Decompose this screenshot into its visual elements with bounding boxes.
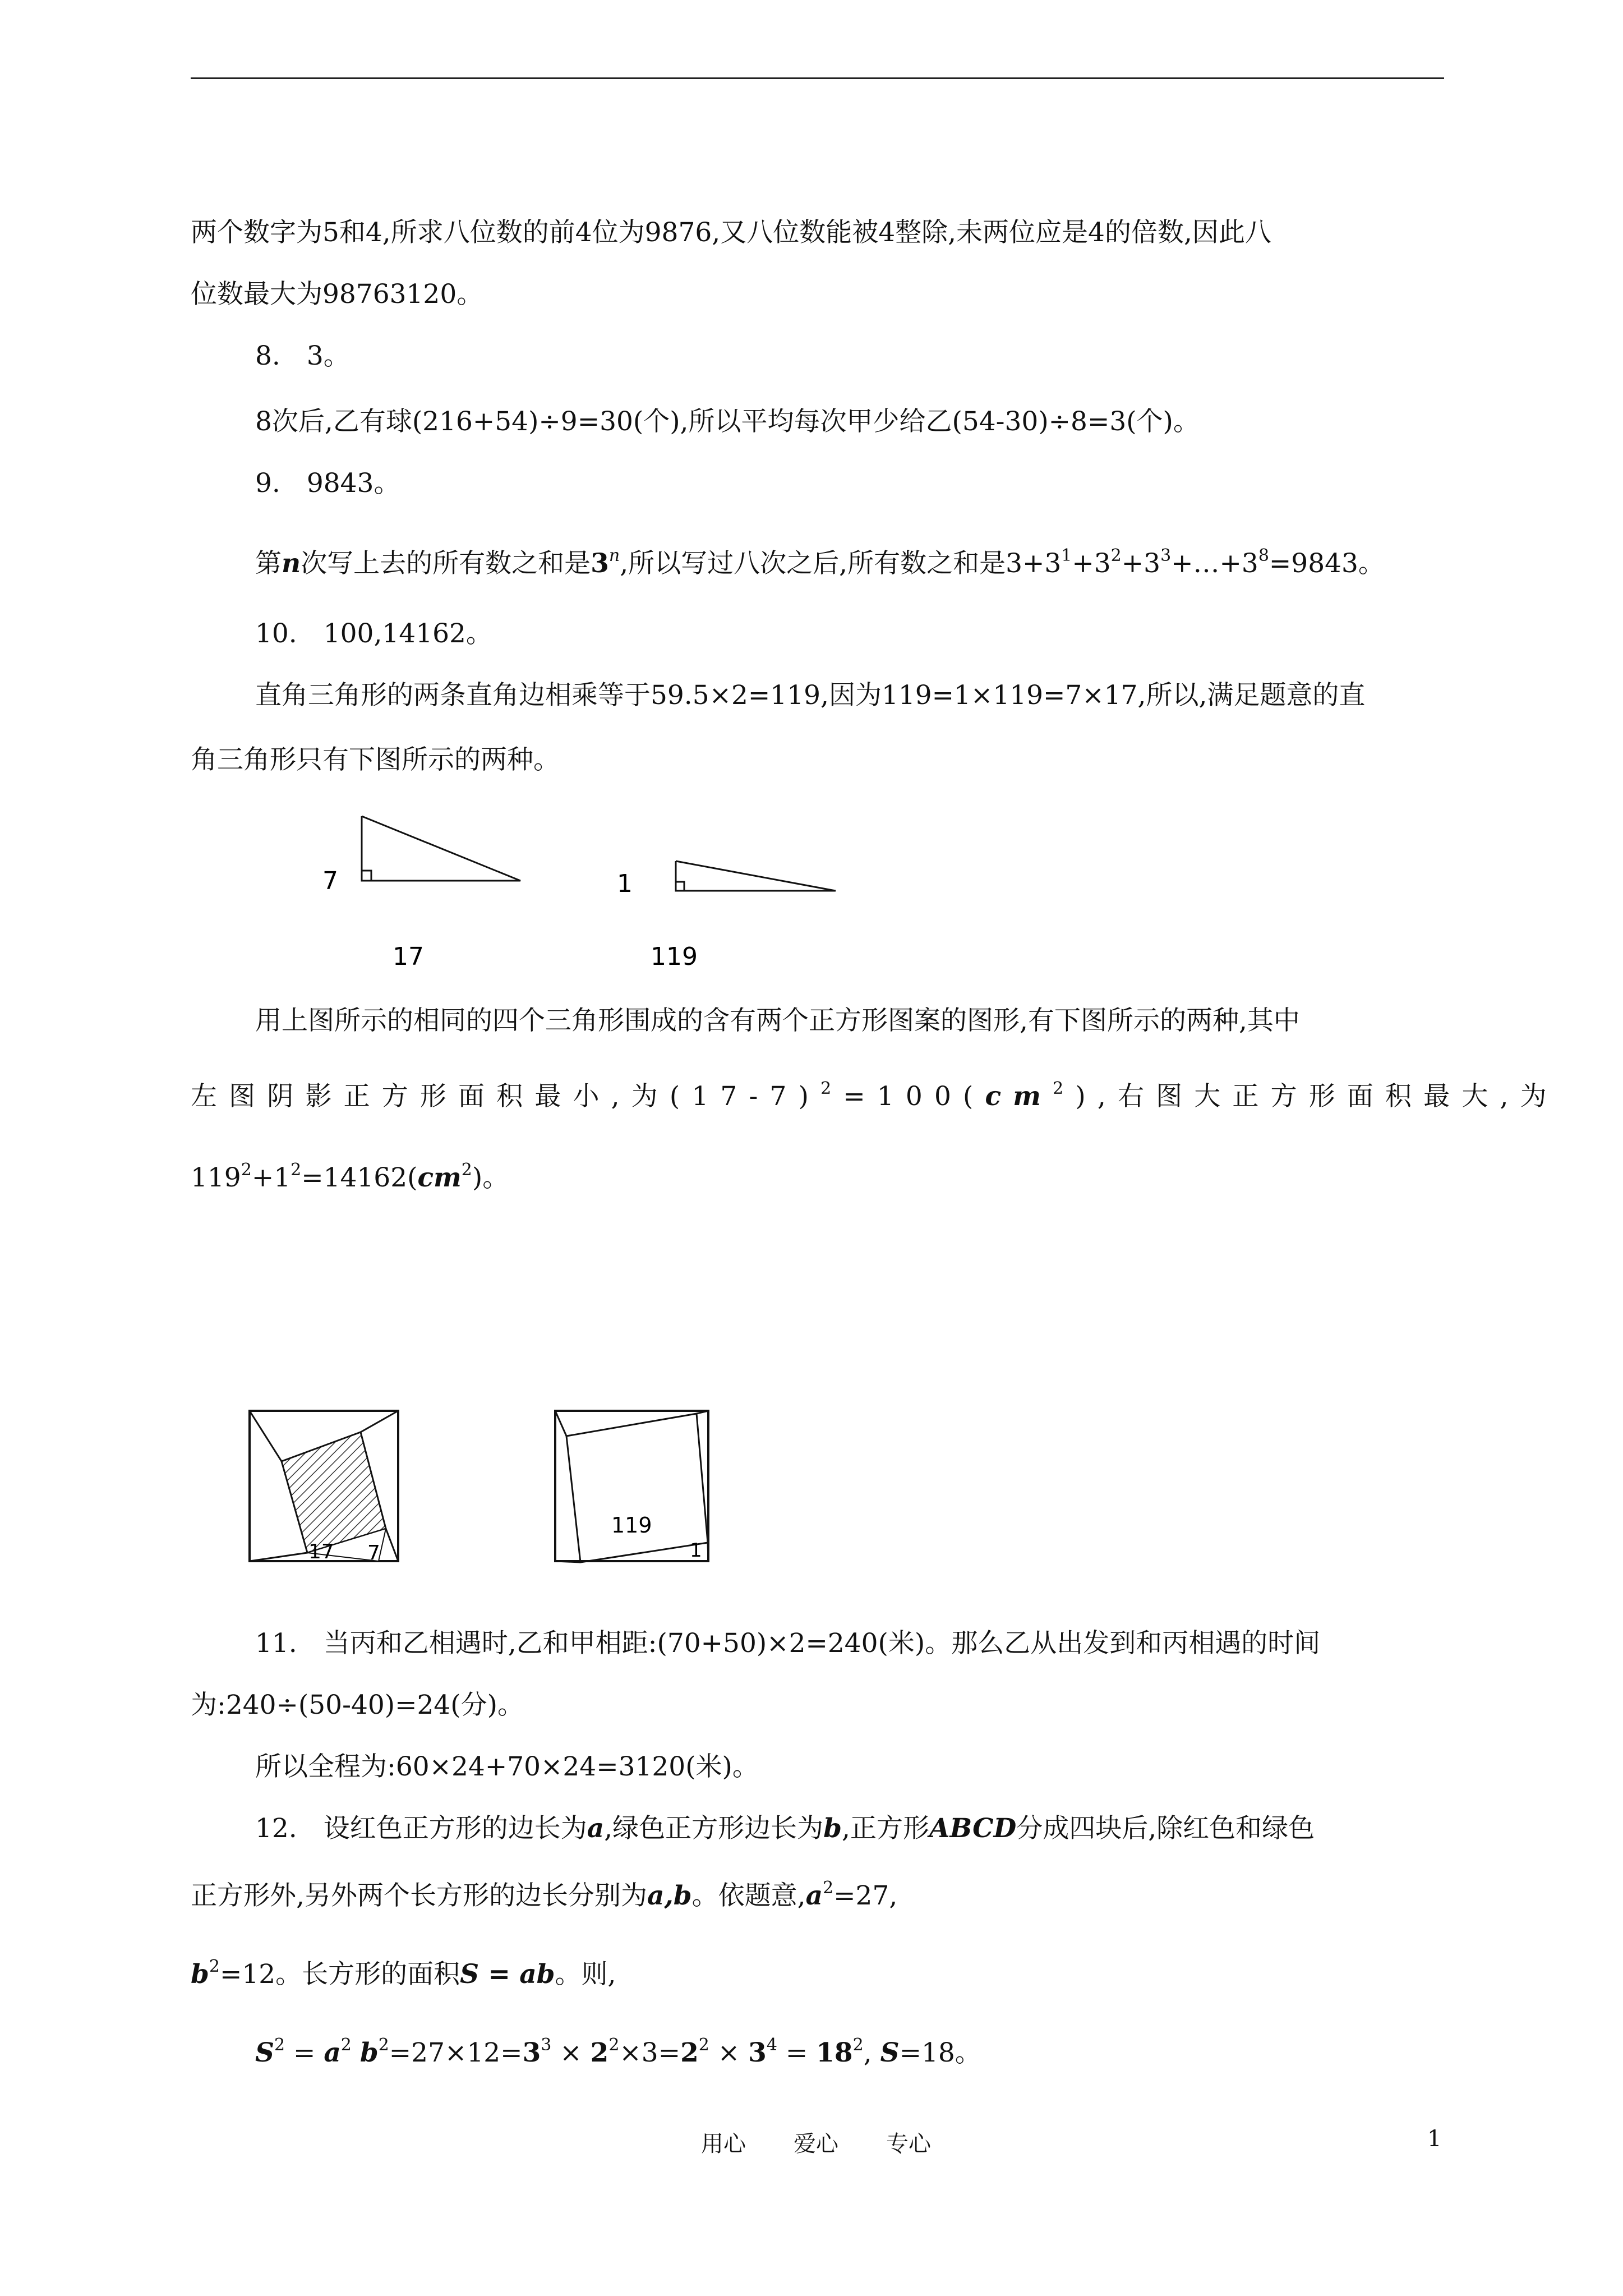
formula-line: $S^2 = a^2$ $b^2=27\times 12=3^3 \times 2^2\times 3=2^2 \times 3^4 = 18^2$, S=18。 [255, 2035, 981, 2068]
text-line: 为:240÷(50-40)=24(分)。 [191, 1690, 524, 1720]
sq-left-label-b: 7 [367, 1542, 380, 1565]
answer-12: 12. 设红色正方形的边长为a,绿色正方形边长为b,正方形ABCD分成四块后,除红色和绿色 [255, 1813, 1315, 1844]
text-line: 位数最大为98763120。 [191, 279, 483, 310]
footer-text-3: 专心 [886, 2131, 931, 2157]
text-line: $119^2+1^2=14162(cm^2)$。 [191, 1160, 509, 1193]
text-line: 直角三角形的两条直角边相乘等于59.5×2=119,因为119=1×119=7×17,所以,满足题意的直 [255, 680, 1366, 711]
sq-right-label-b: 1 [690, 1539, 702, 1562]
text-line: 8次后,乙有球(216+54)÷9=30(个),所以平均每次甲少给乙(54-30)÷8=3(个)。 [255, 406, 1200, 437]
sq-right-label-a: 119 [611, 1513, 652, 1538]
text-line: 用上图所示的相同的四个三角形围成的含有两个正方形图案的图形,有下图所示的两种,其中 [255, 1005, 1300, 1036]
answer-10: 10. 100,14162。 [255, 618, 492, 649]
text-line: 左图阴影正方形面积最小,为$(17-7)^2=100(cm^2)$,右图大正方形面积最大,为 [191, 1079, 1559, 1112]
tri-right-short-leg: 1 [617, 869, 633, 898]
answer-9: 9. 9843。 [255, 468, 400, 499]
text-line: $b^2=12$。长方形的面积S = ab。则, [191, 1957, 616, 1990]
footer-text-1: 用心 [701, 2131, 746, 2157]
answer-8: 8. 3。 [255, 341, 350, 371]
square-figures [241, 1402, 746, 1571]
text-line: 正方形外,另外两个长方形的边长分别为a,b。依题意$,a^2=27$, [191, 1878, 898, 1911]
text-line: 两个数字为5和4,所求八位数的前4位为9876,又八位数能被4整除,未两位应是4的倍数,因此八 [191, 217, 1271, 248]
tri-left-long-leg: 17 [393, 942, 424, 971]
sq-left-label-a: 17 [308, 1540, 334, 1563]
text-line: 第n次写上去的所有数之和是3$^n$,所以写过八次之后,所有数之和是$3+3^1+3^2+3^3+\dots+3^8=9843$。 [255, 546, 1385, 579]
tri-right-long-leg: 119 [651, 942, 698, 971]
header-rule [191, 77, 1444, 79]
triangle-figures [303, 808, 864, 982]
tri-left-short-leg: 7 [322, 867, 338, 895]
footer-text-2: 爱心 [794, 2131, 838, 2157]
text-line: 角三角形只有下图所示的两种。 [191, 744, 560, 775]
text-line: 所以全程为:60×24+70×24=3120(米)。 [255, 1751, 759, 1782]
answer-11: 11. 当丙和乙相遇时,乙和甲相距:(70+50)×2=240(米)。那么乙从出发到和丙相遇的时间 [255, 1628, 1321, 1659]
page-number: 1 [1427, 2126, 1442, 2152]
